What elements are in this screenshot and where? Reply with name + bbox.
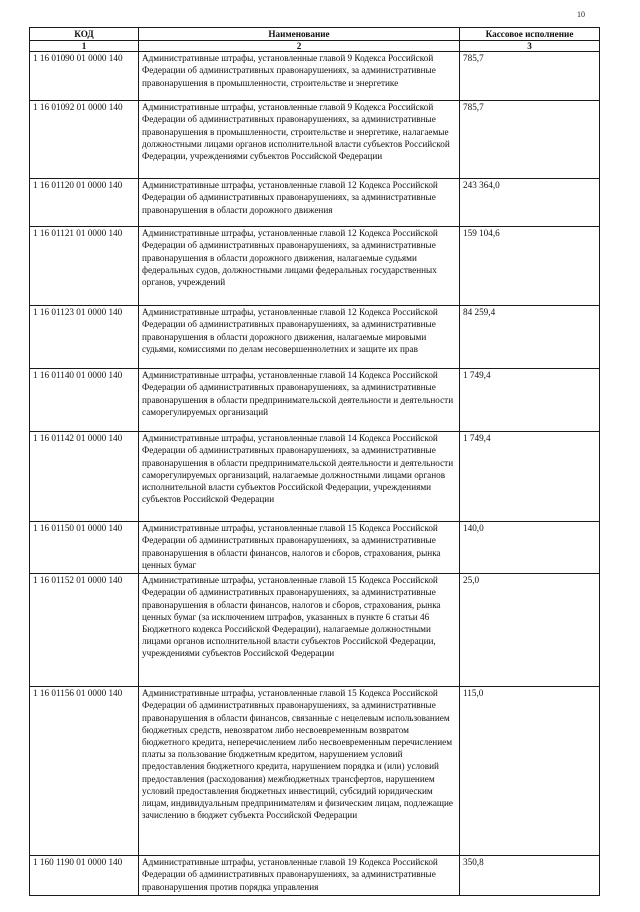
row-amount: 785,7 [460, 101, 600, 179]
row-name: Административные штрафы, установленные главой 9 Кодекса Российской Федерации об административных правонарушениях, за административные правонарушения в промышленности, строительстве и энергетике [139, 52, 460, 101]
table-row [30, 574, 600, 687]
table-row [30, 179, 600, 227]
header-code: КОД [30, 28, 139, 41]
row-amount: 84 259,4 [460, 306, 600, 369]
row-name: Административные штрафы, установленные главой 14 Кодекса Российской Федерации об административных правонарушениях, за административные правонарушения в области предпринимательской деятельности и деятельности саморегулируемых организаций, налагаемые должностными лицами органов исполнительной власти субъектов Российской Федерации, учреждениями субъектов Российской Федерации [139, 432, 460, 522]
column-number-2: 2 [139, 41, 460, 52]
table-row [30, 227, 600, 306]
row-code: 1 16 01092 01 0000 140 [30, 101, 139, 179]
row-name: Административные штрафы, установленные главой 14 Кодекса Российской Федерации об административных правонарушениях, за административные правонарушения в области предпринимательской деятельности и деятельности саморегулируемых организаций [139, 369, 460, 432]
table-row [30, 687, 600, 856]
table-row [30, 369, 600, 432]
row-amount: 1 749,4 [460, 369, 600, 432]
row-amount: 785,7 [460, 52, 600, 101]
row-name: Административные штрафы, установленные главой 12 Кодекса Российской Федерации об административных правонарушениях, за административные правонарушения в области дорожного движения [139, 179, 460, 227]
row-name: Административные штрафы, установленные главой 12 Кодекса Российской Федерации об административных правонарушениях, за административные правонарушения в области дорожного движения, налагаемые мировыми судьями, комиссиями по делам несовершеннолетних и защите их прав [139, 306, 460, 369]
row-amount: 1 749,4 [460, 432, 600, 522]
column-number-1: 1 [30, 41, 139, 52]
row-code: 1 16 01120 01 0000 140 [30, 179, 139, 227]
row-code: 1 16 01121 01 0000 140 [30, 227, 139, 306]
row-amount: 25,0 [460, 574, 600, 687]
row-code: 1 16 01140 01 0000 140 [30, 369, 139, 432]
row-amount: 243 364,0 [460, 179, 600, 227]
column-number-3: 3 [460, 41, 600, 52]
table-row [30, 101, 600, 179]
row-code: 1 16 01152 01 0000 140 [30, 574, 139, 687]
row-name: Административные штрафы, установленные главой 12 Кодекса Российской Федерации об административных правонарушениях, за административные правонарушения в области дорожного движения, налагаемые судьями федеральных судов, должностными лицами федеральных государственных органов, учреждений [139, 227, 460, 306]
row-code: 1 16 01142 01 0000 140 [30, 432, 139, 522]
row-amount: 159 104,6 [460, 227, 600, 306]
header-amount: Кассовое исполнение [460, 28, 600, 41]
table-row [30, 306, 600, 369]
row-code: 1 16 01090 01 0000 140 [30, 52, 139, 101]
table-row [30, 52, 600, 101]
row-name: Административные штрафы, установленные главой 9 Кодекса Российской Федерации об административных правонарушениях, за административные правонарушения в промышленности, строительстве и энергетике, налагаемые должностными лицами органов исполнительной власти субъектов Российской Федерации, учреждениями субъектов Российской Федерации [139, 101, 460, 179]
row-code: 1 16 01123 01 0000 140 [30, 306, 139, 369]
row-amount: 115,0 [460, 687, 600, 856]
row-name: Административные штрафы, установленные главой 19 Кодекса Российской Федерации об административных правонарушениях, за административные правонарушения против порядка управления [139, 856, 460, 896]
page-number: 10 [577, 10, 585, 19]
row-name: Административные штрафы, установленные главой 15 Кодекса Российской Федерации об административных правонарушениях, за административные правонарушения в области финансов, налогов и сборов, страхования, рынка ценных бумаг (за исключением штрафов, указанных в пункте 6 статьи 46 Бюджетного кодекса Российской Федерации), налагаемые должностными лицами органов исполнительной власти субъектов Российской Федерации, учреждениями субъектов Российской Федерации [139, 574, 460, 687]
row-name: Административные штрафы, установленные главой 15 Кодекса Российской Федерации об административных правонарушениях, за административные правонарушения в области финансов, связанные с нецелевым использованием бюджетных средств, невозвратом либо несвоевременным возвратом бюджетного кредита, неперечислением либо несвоевременным перечислением платы за пользование бюджетным кредитом, нарушением условий предоставления бюджетного кредита, нарушением порядка и (или) условий предоставления (расходования) межбюджетных трансфертов, нарушением условий предоставления бюджетных инвестиций, субсидий юридическим лицам, индивидуальным предпринимателям и физическим лицам, подлежащие зачислению в бюджет субъекта Российской Федерации [139, 687, 460, 856]
row-amount: 350,8 [460, 856, 600, 896]
column-number-row [30, 41, 600, 52]
row-code: 1 16 01156 01 0000 140 [30, 687, 139, 856]
row-name: Административные штрафы, установленные главой 15 Кодекса Российской Федерации об административных правонарушениях, за административные правонарушения в области финансов, налогов и сборов, страхования, рынка ценных бумаг [139, 522, 460, 574]
header-name: Наименование [139, 28, 460, 41]
row-code: 1 16 01150 01 0000 140 [30, 522, 139, 574]
header-row [30, 28, 600, 41]
revenue-table [29, 27, 600, 896]
table-row [30, 432, 600, 522]
row-code: 1 160 1190 01 0000 140 [30, 856, 139, 896]
table-row [30, 522, 600, 574]
table-row [30, 856, 600, 896]
row-amount: 140,0 [460, 522, 600, 574]
